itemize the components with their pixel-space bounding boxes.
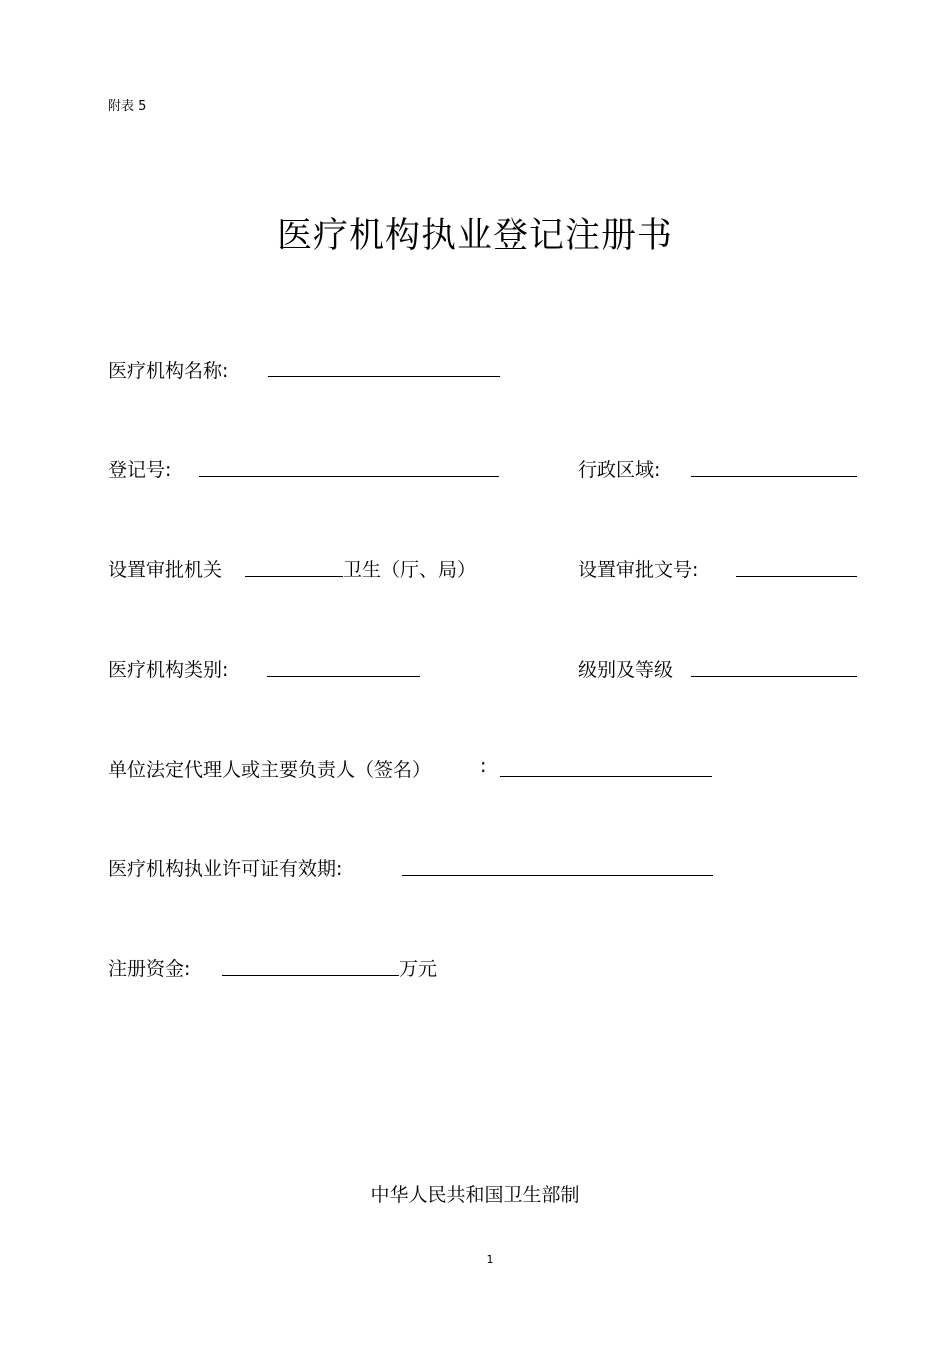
level-grade-label: 级别及等级 [578, 659, 674, 681]
approval-authority-label: 设置审批机关 [108, 559, 223, 581]
issuer-footer: 中华人民共和国卫生部制 [370, 1184, 580, 1206]
institution-category-field[interactable] [267, 676, 420, 677]
document-title: 医疗机构执业登记注册书 [276, 216, 673, 256]
license-validity-field[interactable] [402, 875, 713, 876]
license-validity-label: 医疗机构执业许可证有效期: [108, 858, 343, 880]
level-grade-field[interactable] [691, 676, 857, 677]
admin-region-field[interactable] [691, 476, 857, 477]
approval-authority-field[interactable] [245, 576, 343, 577]
institution-name-field[interactable] [268, 376, 500, 377]
institution-name-label: 医疗机构名称: [108, 360, 229, 382]
page-number: 1 [486, 1253, 494, 1266]
approval-doc-no-label: 设置审批文号: [578, 559, 699, 581]
registered-capital-field[interactable] [222, 975, 399, 976]
legal-rep-signature-field[interactable] [500, 776, 712, 777]
annex-label: 附表 5 [108, 99, 147, 114]
legal-rep-colon: : [480, 755, 487, 777]
registration-no-field[interactable] [199, 476, 499, 477]
legal-rep-label: 单位法定代理人或主要负责人（签名） [108, 759, 432, 781]
registration-no-label: 登记号: [108, 459, 172, 481]
admin-region-label: 行政区域: [578, 459, 661, 481]
registered-capital-label: 注册资金: [108, 958, 191, 980]
approval-doc-no-field[interactable] [736, 576, 857, 577]
capital-unit: 万元 [399, 958, 438, 980]
institution-category-label: 医疗机构类别: [108, 659, 229, 681]
health-dept-suffix: 卫生（厅、局） [343, 559, 477, 581]
